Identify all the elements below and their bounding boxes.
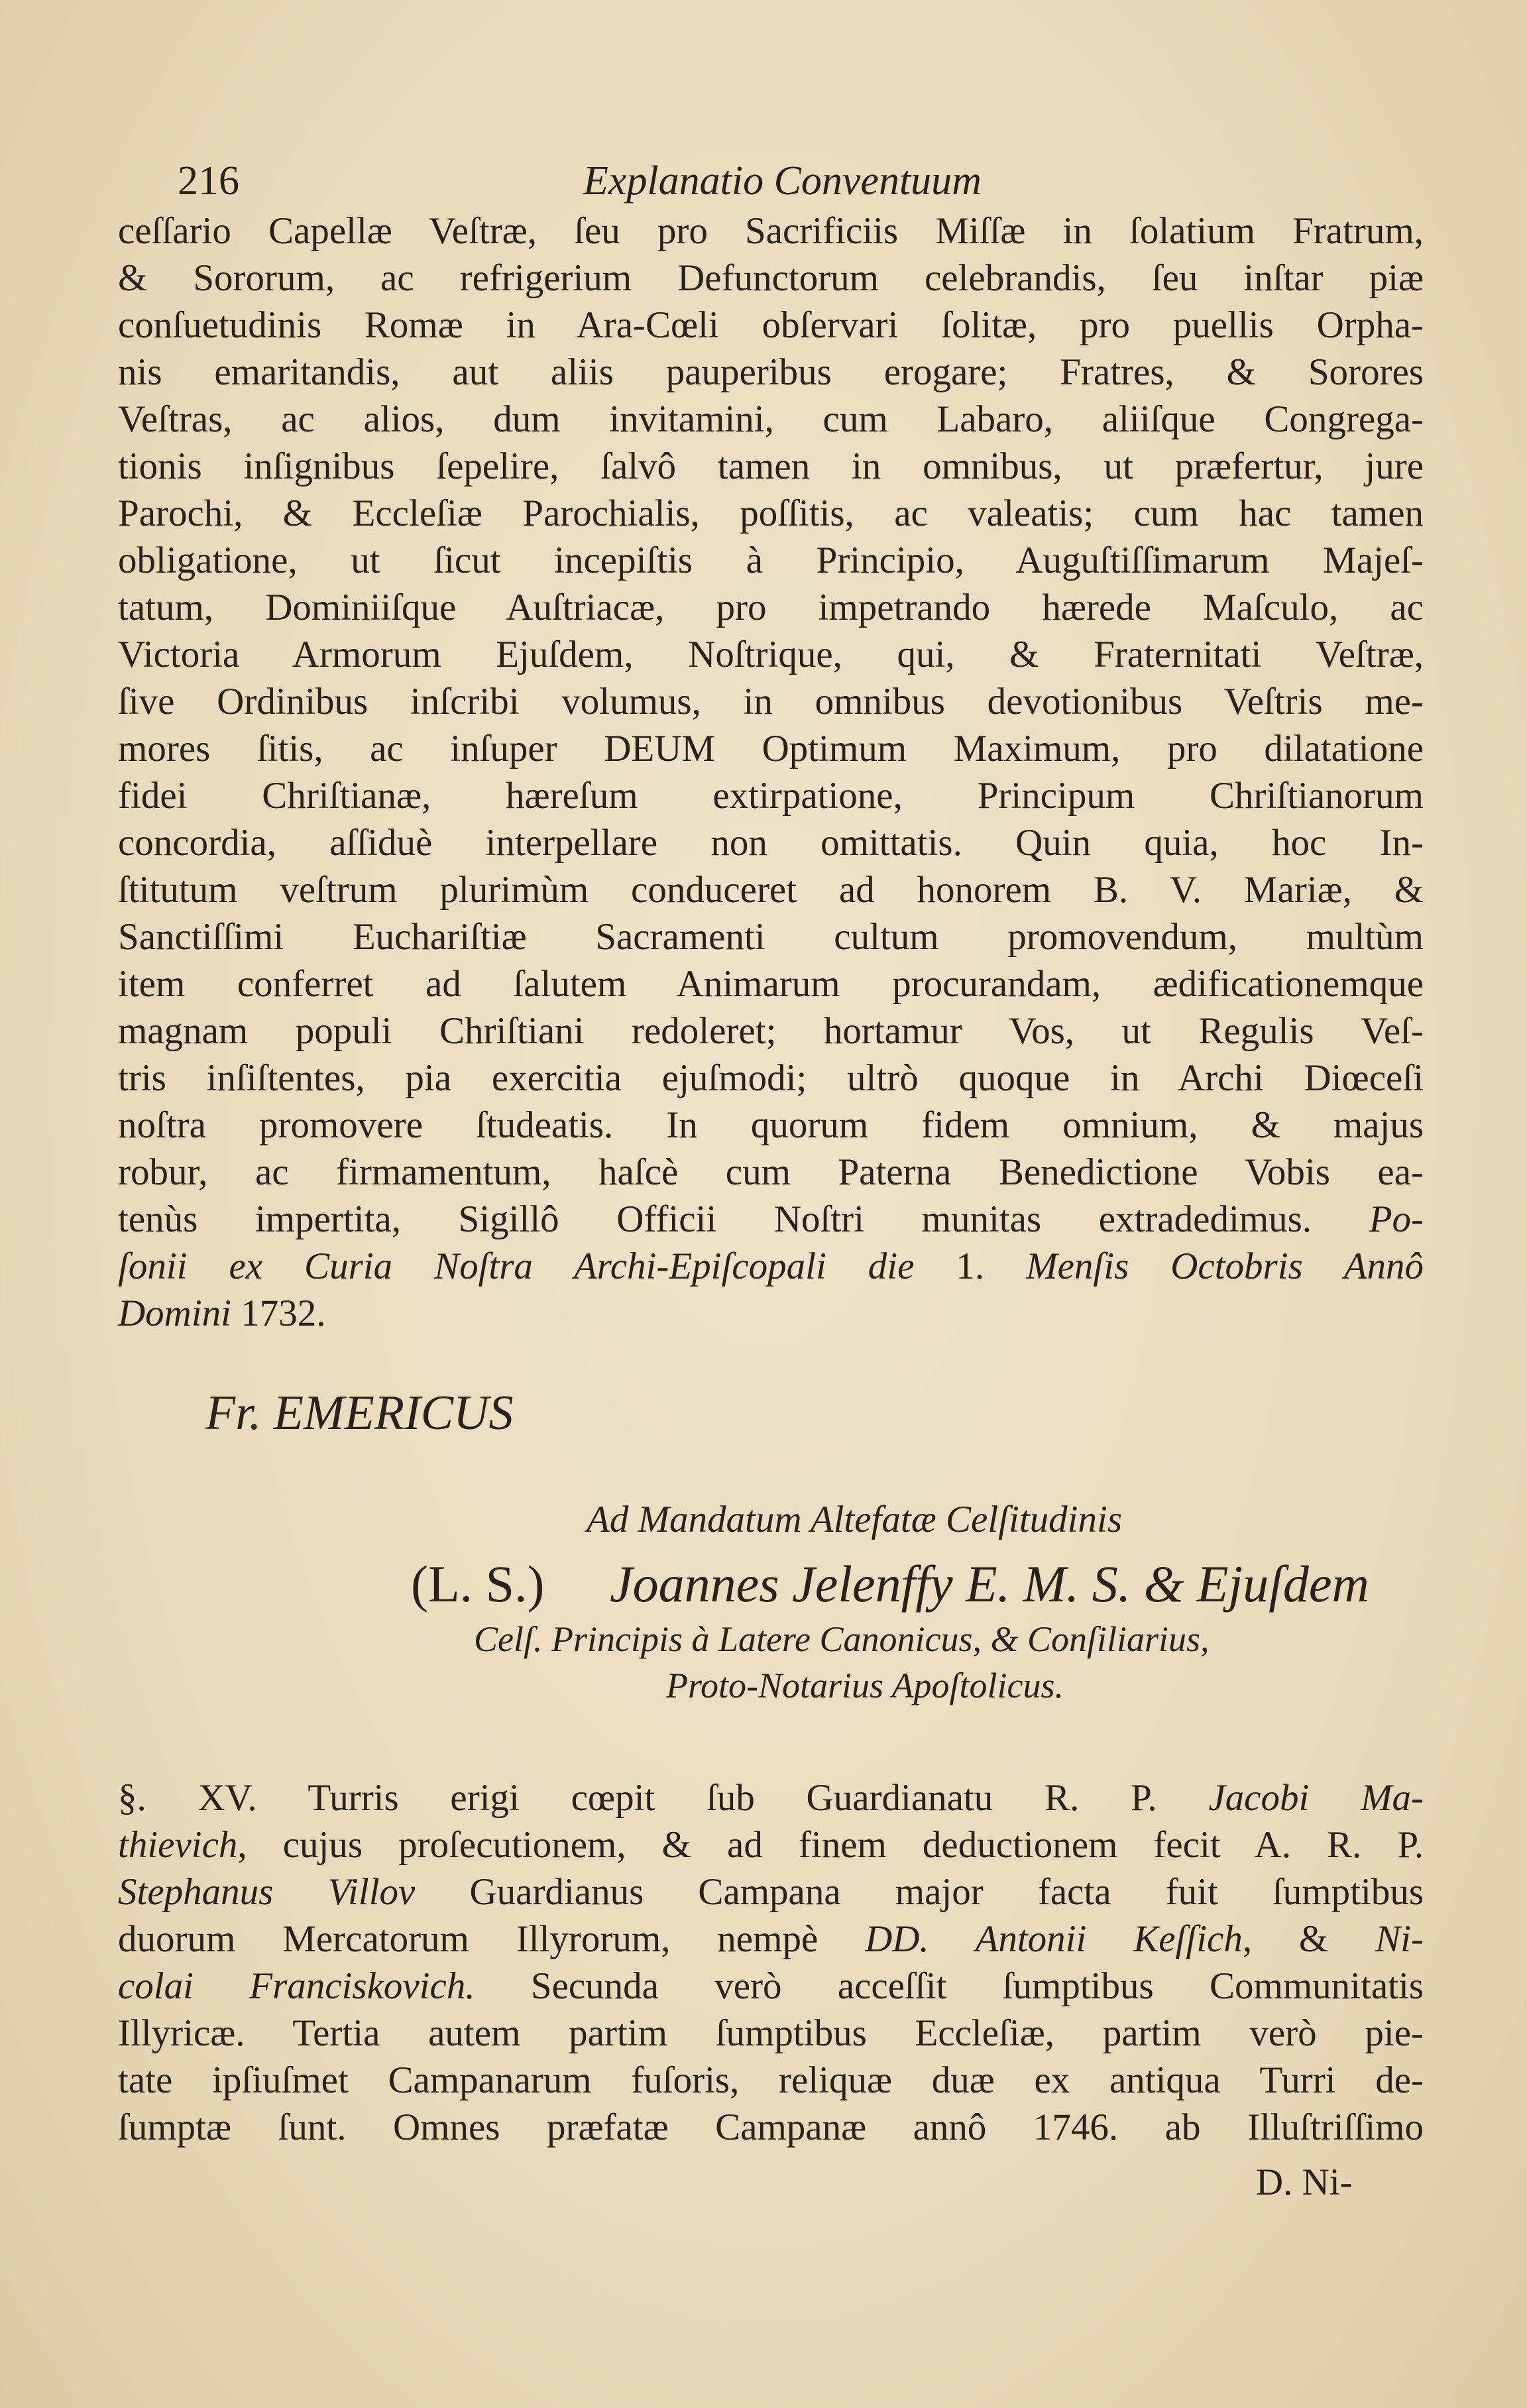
line-text: §. XV. Turris erigi cœpit ſub Guardianatu R. P. — [118, 1777, 1157, 1819]
text-line — [118, 1916, 1424, 1963]
line-text-italic: DD. Antonii Keſſich — [865, 1918, 1243, 1960]
text-line: ceſſario Capellæ Veſtræ, ſeu pro Sacrificiis Miſſæ in ſolatium Fratrum, — [118, 210, 1424, 252]
text-line: Illyricæ. Tertia autem partim ſumptibus Eccleſiæ, partim verò pie- — [118, 2012, 1424, 2054]
line-text: , cujus proſecutionem, & ad finem deductionem fecit A. R. P. — [237, 1824, 1424, 1866]
line-text-italic: Menſis Octobris Annô — [1026, 1245, 1424, 1287]
line-text-italic: Po- — [1369, 1198, 1424, 1240]
text-line: Parochi, & Eccleſiæ Parochialis, poſſitis, ac valeatis; cum hac tamen — [118, 492, 1424, 534]
text-line: & Sororum, ac refrigerium Defunctorum celebrandis, ſeu inſtar piæ — [118, 257, 1424, 299]
signatory-name: Fr. EMERICUS — [205, 1386, 514, 1440]
line-text-italic: Domini — [118, 1292, 231, 1334]
line-text: tenùs impertita, Sigillô Officii Noſtri munitas extradedimus. — [118, 1198, 1312, 1240]
line-text-italic: Ni- — [1375, 1918, 1424, 1960]
running-head: Explanatio Conventuum — [583, 158, 982, 203]
text-line: nis emaritandis, aut aliis pauperibus erogare; Fratres, & Sorores — [118, 351, 1424, 393]
text-line: tris inſiſtentes, pia exercitia ejuſmodi; ultrò quoque in Archi Diœceſi — [118, 1057, 1424, 1099]
text-line: ſumptæ ſunt. Omnes præfatæ Campanæ annô 1746. ab Illuſtriſſimo — [118, 2106, 1424, 2148]
line-text-italic: colai Franciskovich. — [118, 1965, 475, 2007]
text-line — [118, 1774, 1424, 1821]
line-text: , & — [1242, 1918, 1329, 1960]
text-line — [118, 1290, 1424, 1337]
text-line: tionis inſignibus ſepelire, ſalvô tamen in omnibus, ut præfertur, jure — [118, 445, 1424, 487]
text-line — [118, 1821, 1424, 1868]
section-xv — [118, 1774, 1424, 2151]
text-line: tatum, Dominiiſque Auſtriacæ, pro impetrando hærede Maſculo, ac — [118, 587, 1424, 628]
text-line: Sanctiſſimi Euchariſtiæ Sacramenti cultum promovendum, multùm — [118, 916, 1424, 958]
text-line: Victoria Armorum Ejuſdem, Noſtrique, qui, & Fraternitati Veſtræ, — [118, 634, 1424, 675]
line-text: Guardianus Campana major facta fuit ſumptibus — [469, 1871, 1424, 1913]
text-line: ſive Ordinibus inſcribi volumus, in omnibus devotionibus Veſtris me- — [118, 681, 1424, 722]
signer-role-line: Celſ. Principis à Latere Canonicus, & Conſiliarius, — [474, 1619, 1210, 1659]
signer-role-line: Proto-Notarius Apoſtolicus. — [666, 1666, 1064, 1705]
text-line: mores ſitis, ac inſuper DEUM Optimum Maximum, pro dilatatione — [118, 728, 1424, 770]
text-line — [118, 1243, 1424, 1290]
line-text: 1732. — [241, 1292, 326, 1334]
page-number: 216 — [178, 158, 239, 203]
line-text-italic: ſonii ex Curia Noſtra Archi-Epiſcopali die — [118, 1245, 915, 1287]
page-header — [0, 158, 1527, 211]
text-line — [118, 1963, 1424, 2010]
text-line: fidei Chriſtianæ, hæreſum extirpatione, Principum Chriſtianorum — [118, 775, 1424, 817]
line-text: 1. — [956, 1245, 985, 1287]
text-line: item conferret ad ſalutem Animarum procurandam, ædificationemque — [118, 963, 1424, 1005]
text-line — [118, 1868, 1424, 1916]
line-text-italic: Jacobi Ma- — [1208, 1777, 1424, 1819]
line-text: duorum Mercatorum Illyrorum, nempè — [118, 1918, 819, 1960]
text-line: conſuetudinis Romæ in Ara-Cœli obſervari ſolitæ, pro puellis Orpha- — [118, 304, 1424, 346]
text-line: concordia, aſſiduè interpellare non omittatis. Quin quia, hoc In- — [118, 822, 1424, 864]
text-line: robur, ac firmamentum, haſcè cum Paterna Benedictione Vobis ea- — [118, 1151, 1424, 1193]
body-text — [118, 207, 1424, 1337]
text-line: obligatione, ut ſicut incepiſtis à Principio, Auguſtiſſimarum Majeſ- — [118, 540, 1424, 581]
text-line: magnam populi Chriſtiani redoleret; hortamur Vos, ut Regulis Veſ- — [118, 1010, 1424, 1052]
line-text-italic: Stephanus Villov — [118, 1871, 416, 1913]
seal-mark: (L. S.) — [411, 1555, 545, 1613]
text-line: ſtitutum veſtrum plurimùm conduceret ad honorem B. V. Mariæ, & — [118, 869, 1424, 911]
line-text-italic: thievich — [118, 1824, 238, 1866]
signer-name: Joannes Jelenffy E. M. S. & Ejuſdem — [610, 1555, 1369, 1613]
text-line: tate ipſiuſmet Campanarum fuſoris, reliquæ duæ ex antiqua Turri de- — [118, 2059, 1424, 2101]
catchword: D. Ni- — [1256, 2161, 1353, 2203]
text-line: noſtra promovere ſtudeatis. In quorum fidem omnium, & majus — [118, 1104, 1424, 1146]
line-text: Secunda verò acceſſit ſumptibus Communitatis — [530, 1965, 1424, 2007]
mandate-line: Ad Mandatum Altefatæ Celſitudinis — [587, 1499, 1123, 1540]
text-line — [118, 1196, 1424, 1243]
text-line: Veſtras, ac alios, dum invitamini, cum Labaro, aliiſque Congrega- — [118, 398, 1424, 440]
